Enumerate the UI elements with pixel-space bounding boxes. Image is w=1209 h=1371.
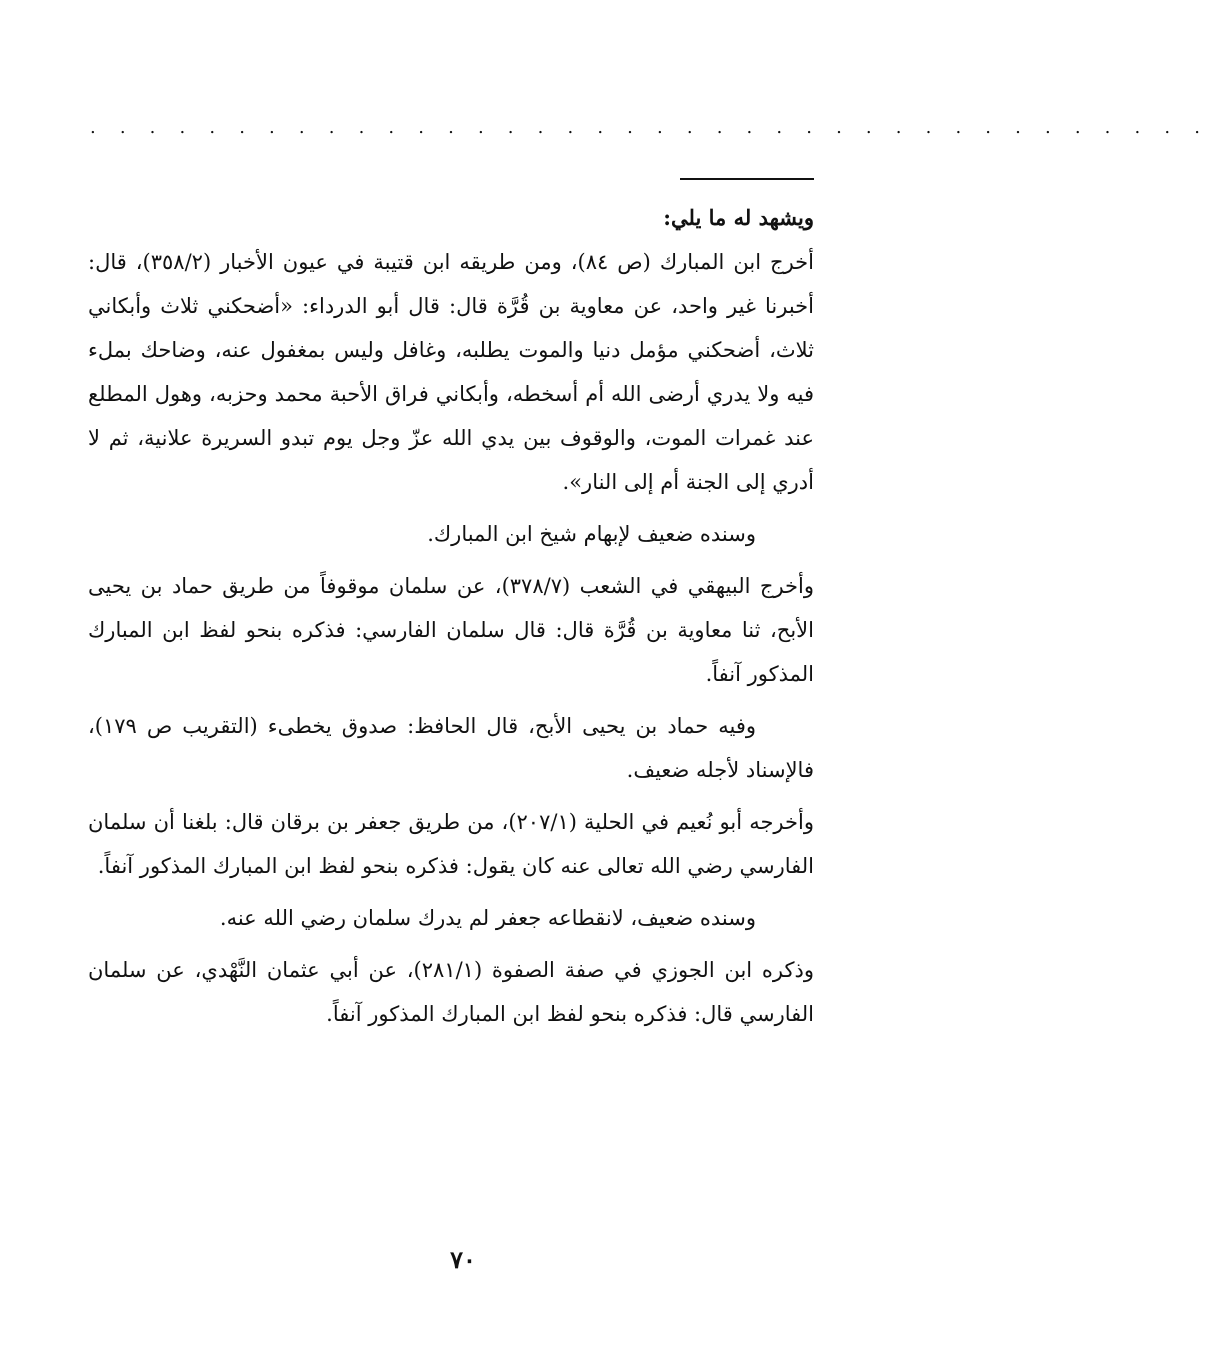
paragraph-takhrij-abu-nuaym: وأخرجه أبو نُعيم في الحلية (٢٠٧/١)، من طريق جعفر بن برقان قال: بلغنا أن سلمان الفارسي رضي الله تعالى عنه كان يقول: فذكره بنحو لفظ ابن المبارك المذكور آنفاً.	[88, 810, 814, 878]
paragraph-takhrij-bayhaqi: وأخرج البيهقي في الشعب (٣٧٨/٧)، عن سلمان موقوفاً من طريق حماد بن يحيى الأبح، ثنا معاوية بن قُرَّة قال: قال سلمان الفارسي: فذكره بنحو لفظ ابن المبارك المذكور آنفاً.	[88, 574, 815, 686]
dotted-separator: . . . . . . . . . . . . . . . . . . . . . . . . . . . . . . . . . . . . . .	[90, 117, 1209, 138]
section-heading: ويشهد له ما يلي:	[663, 205, 814, 230]
paragraph-sanad-note-1: وسنده ضعيف لإبهام شيخ ابن المبارك.	[427, 522, 756, 546]
paragraph-takhrij-ibn-almubarak: أخرج ابن المبارك (ص ٨٤)، ومن طريقه ابن قتيبة في عيون الأخبار (٣٥٨/٢)، قال: أخبرنا غير واحد، عن معاوية بن قُرَّة قال: قال أبو الدرداء: «أضحكني ثلاث وأبكاني ثلاث، أضحكني مؤمل دنيا والموت يطلبه، وغافل وليس بمغفول عنه، وضاحك بملء فيه ولا يدري أرضى الله أم أسخطه، وأبكاني فراق الأحبة محمد وحزبه، وهول المطلع عند غمرات الموت، والوقوف بين يدي الله عزّ وجل يوم تبدو السريرة علانية، ثم لا أدري إلى الجنة أم إلى النار».	[88, 250, 814, 494]
footnote-rule	[680, 178, 814, 180]
paragraph-sanad-note-2: وسنده ضعيف، لانقطاعه جعفر لم يدرك سلمان رضي الله عنه.	[219, 906, 756, 930]
paragraph-hammad-note: وفيه حماد بن يحيى الأبح، قال الحافظ: صدوق يخطىء (التقريب ص ١٧٩)، فالإسناد لأجله ضعيف.	[88, 714, 814, 782]
page-number: ٧٠	[450, 1245, 476, 1274]
paragraph-takhrij-ibn-aljawzi: وذكره ابن الجوزي في صفة الصفوة (٢٨١/١)، عن أبي عثمان النَّهْدي، عن سلمان الفارسي قال: فذكره بنحو لفظ ابن المبارك المذكور آنفاً.	[88, 958, 814, 1026]
footnote-body	[88, 196, 814, 1044]
